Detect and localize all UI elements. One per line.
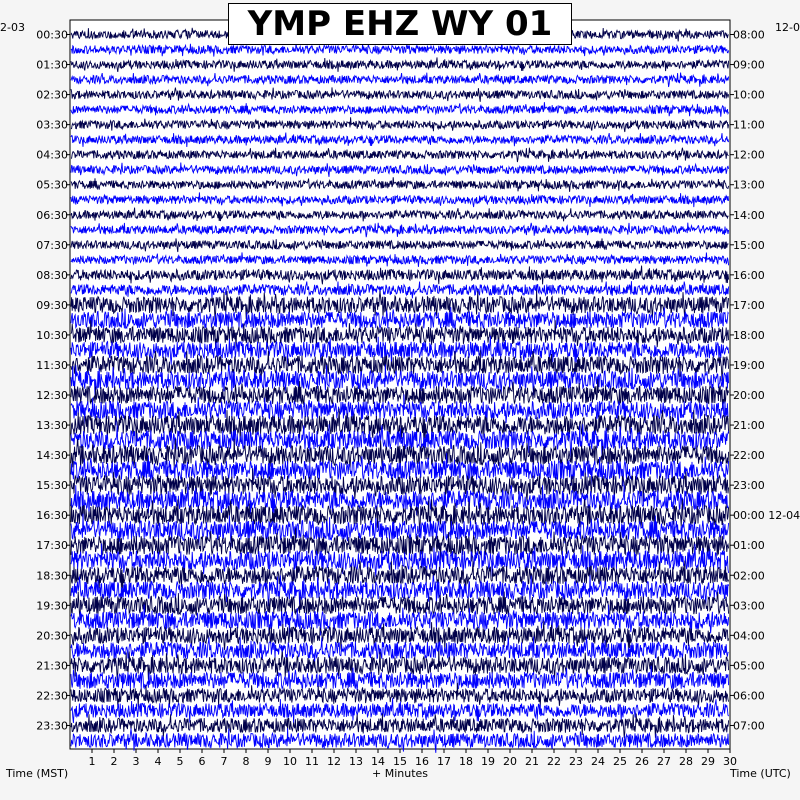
left-time-label: 17:30 xyxy=(36,539,68,553)
right-time-label: 06:00 xyxy=(733,689,765,703)
right-time-label: 01:00 xyxy=(733,539,765,553)
left-time-label: 06:30 xyxy=(36,208,68,222)
left-time-label: 22:30 xyxy=(36,689,68,703)
right-time-label: 11:00 xyxy=(733,118,765,132)
left-time-label: 03:30 xyxy=(36,118,68,132)
left-time-label: 10:30 xyxy=(36,328,68,342)
right-time-label: 08:00 xyxy=(733,28,765,42)
right-time-label: 14:00 xyxy=(733,208,765,222)
right-time-label: 09:00 xyxy=(733,58,765,72)
x-tick-label: 24 xyxy=(591,755,605,768)
x-tick-label: 5 xyxy=(176,755,184,768)
left-time-label: 16:30 xyxy=(36,509,68,523)
x-tick-label: 15 xyxy=(393,755,407,768)
left-time-label: 07:30 xyxy=(36,238,68,252)
right-time-label: 19:00 xyxy=(733,358,765,372)
left-time-label: 13:30 xyxy=(36,419,68,433)
left-time-label: 04:30 xyxy=(36,148,68,162)
left-time-label: 20:30 xyxy=(36,629,68,643)
left-axis-title: Time (MST) xyxy=(6,767,69,780)
x-tick-label: 20 xyxy=(503,755,517,768)
right-time-label: 21:00 xyxy=(733,419,765,433)
x-tick-label: 11 xyxy=(305,755,319,768)
x-tick-label: 2 xyxy=(110,755,118,768)
x-tick-label: 10 xyxy=(283,755,297,768)
left-time-label: 05:30 xyxy=(36,178,68,192)
right-time-label: 16:00 xyxy=(733,268,765,282)
x-tick-label: 13 xyxy=(349,755,363,768)
x-axis-title: + Minutes xyxy=(372,767,429,780)
x-tick-label: 18 xyxy=(459,755,473,768)
x-tick-label: 3 xyxy=(132,755,140,768)
left-time-label: 21:30 xyxy=(36,659,68,673)
x-tick-label: 1 xyxy=(88,755,96,768)
chart-title: YMP EHZ WY 01 xyxy=(228,3,572,45)
right-time-label: 10:00 xyxy=(733,88,765,102)
right-time-label: 05:00 xyxy=(733,659,765,673)
left-time-label: 09:30 xyxy=(36,298,68,312)
x-tick-label: 26 xyxy=(635,755,649,768)
left-time-label: 08:30 xyxy=(36,268,68,282)
x-tick-label: 28 xyxy=(679,755,693,768)
x-tick-label: 27 xyxy=(657,755,671,768)
right-time-label: 17:00 xyxy=(733,298,765,312)
right-date-label: 12-0 xyxy=(775,21,800,34)
left-time-label: 19:30 xyxy=(36,599,68,613)
left-time-label: 01:30 xyxy=(36,58,68,72)
x-tick-label: 23 xyxy=(569,755,583,768)
x-tick-label: 30 xyxy=(723,755,737,768)
right-time-label: 02:00 xyxy=(733,569,765,583)
x-tick-label: 19 xyxy=(481,755,495,768)
left-time-label: 15:30 xyxy=(36,479,68,493)
left-time-label: 18:30 xyxy=(36,569,68,583)
right-time-label: 13:00 xyxy=(733,178,765,192)
right-time-label: 22:00 xyxy=(733,449,765,463)
right-time-label: 18:00 xyxy=(733,328,765,342)
right-time-label: 20:00 xyxy=(733,389,765,403)
left-time-label: 14:30 xyxy=(36,449,68,463)
right-axis-title: Time (UTC) xyxy=(730,767,791,780)
left-time-label: 23:30 xyxy=(36,719,68,733)
right-time-label: 03:00 xyxy=(733,599,765,613)
x-tick-label: 22 xyxy=(547,755,561,768)
right-time-label: 07:00 xyxy=(733,719,765,733)
x-tick-label: 25 xyxy=(613,755,627,768)
right-time-label: 23:00 xyxy=(733,479,765,493)
x-tick-label: 29 xyxy=(701,755,715,768)
x-tick-label: 4 xyxy=(154,755,162,768)
right-time-label: 00:00 12-04 xyxy=(733,509,800,523)
x-tick-label: 17 xyxy=(437,755,451,768)
left-time-label: 12:30 xyxy=(36,389,68,403)
left-time-label: 00:30 xyxy=(36,28,68,42)
x-tick-label: 21 xyxy=(525,755,539,768)
x-tick-label: 14 xyxy=(371,755,385,768)
x-tick-label: 16 xyxy=(415,755,429,768)
x-tick-label: 9 xyxy=(264,755,272,768)
x-tick-label: 7 xyxy=(220,755,228,768)
left-time-label: 11:30 xyxy=(36,358,68,372)
right-time-label: 12:00 xyxy=(733,148,765,162)
x-tick-label: 12 xyxy=(327,755,341,768)
x-tick-label: 6 xyxy=(198,755,206,768)
right-time-label: 04:00 xyxy=(733,629,765,643)
x-tick-label: 8 xyxy=(242,755,250,768)
left-date-label: 2-03 xyxy=(0,21,25,34)
left-time-label: 02:30 xyxy=(36,88,68,102)
right-time-label: 15:00 xyxy=(733,238,765,252)
